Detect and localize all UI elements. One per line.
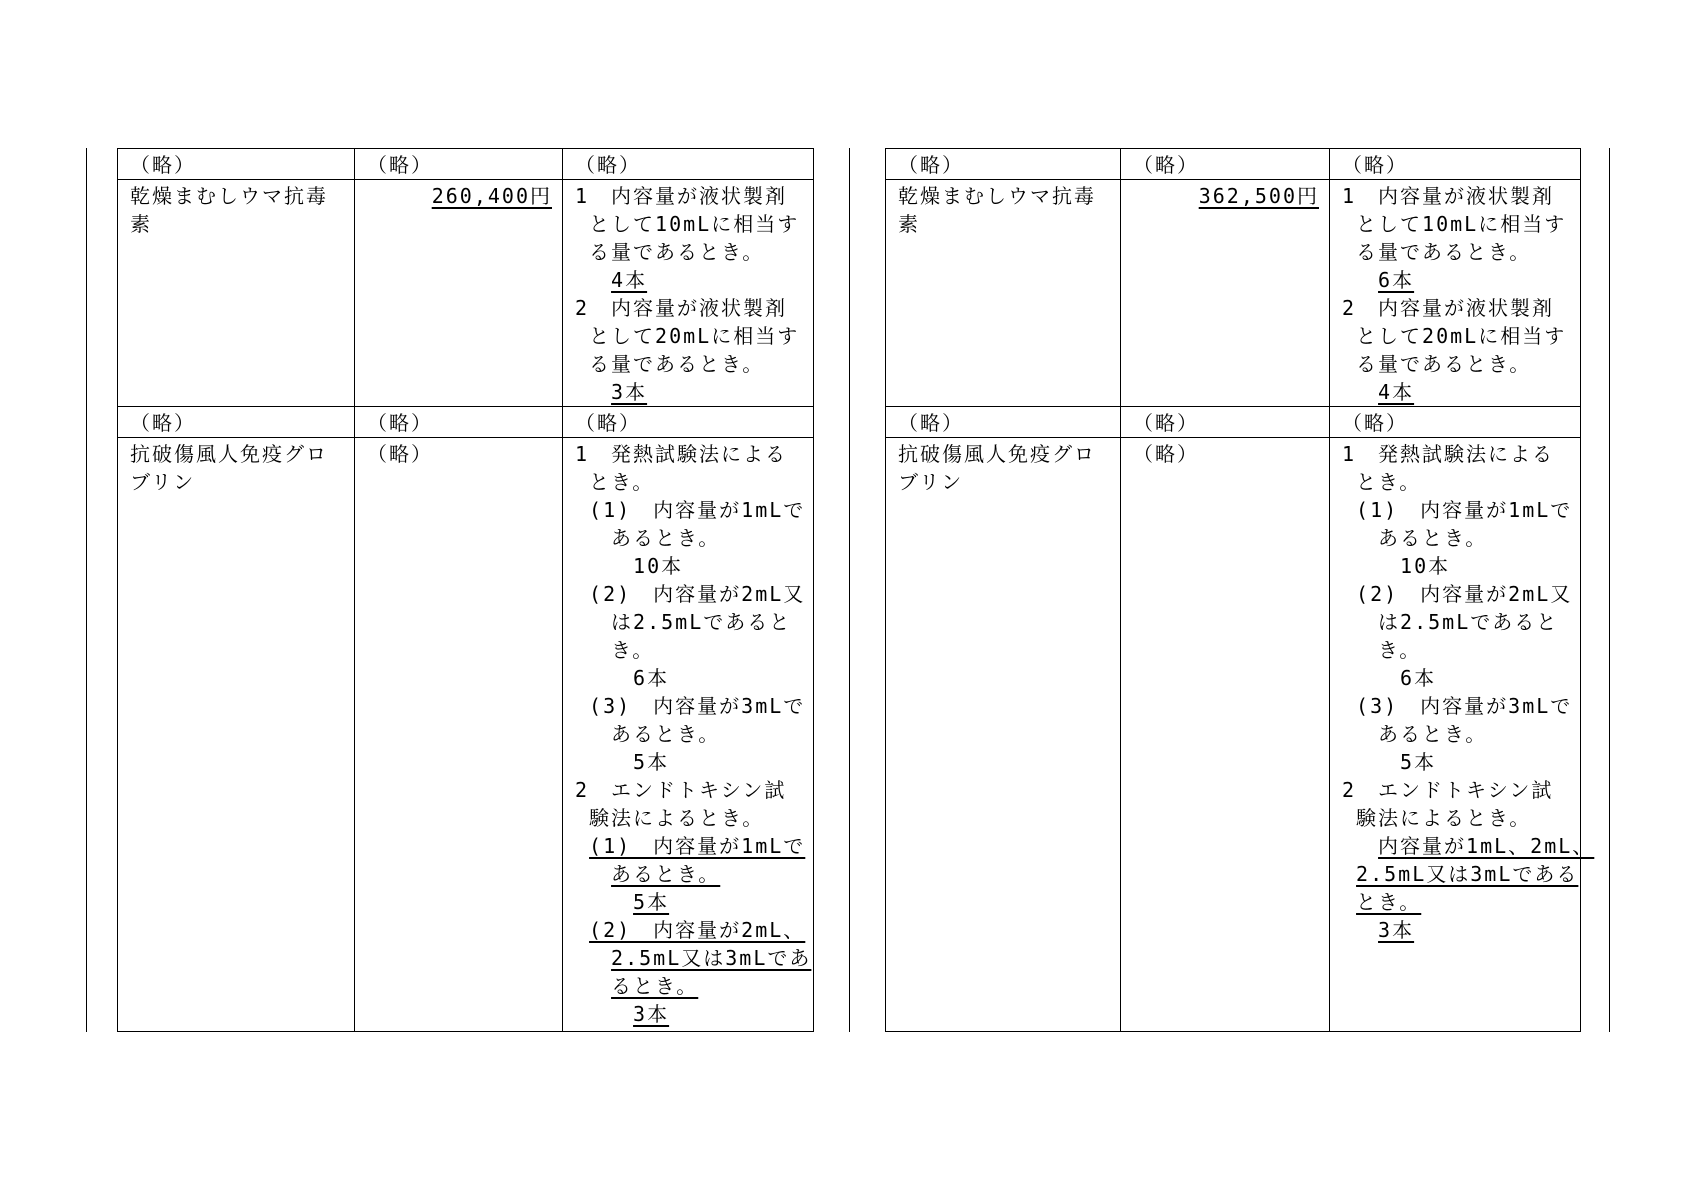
condition-line xyxy=(575,266,803,294)
condition-line xyxy=(575,804,803,832)
table-row xyxy=(886,180,1581,407)
condition-line xyxy=(1342,888,1570,916)
condition-line xyxy=(1342,350,1570,378)
price-cell xyxy=(355,180,563,407)
condition-text: 4本 xyxy=(611,268,648,292)
indent xyxy=(575,974,611,998)
table-row xyxy=(118,149,814,180)
drug-name-line: 乾燥まむしウマ抗毒 xyxy=(130,184,328,208)
price-value: 362,500円 xyxy=(1198,184,1319,208)
quantity-conditions-cell xyxy=(563,438,814,1032)
drug-name-line: 乾燥まむしウマ抗毒 xyxy=(898,184,1096,208)
omitted-cell: （略） xyxy=(118,149,355,180)
condition-line xyxy=(575,972,803,1000)
drug-name-line: 素 xyxy=(130,212,152,236)
condition-line xyxy=(575,350,803,378)
condition-text: (2) 内容量が2mL又 xyxy=(589,582,806,606)
condition-text: 内容量が1mL、2mL、 xyxy=(1378,834,1595,858)
omitted-cell: （略） xyxy=(886,149,1121,180)
condition-line xyxy=(1342,378,1570,406)
condition-line xyxy=(1342,916,1570,944)
condition-text: る量であるとき。 xyxy=(1342,240,1532,264)
indent xyxy=(1342,498,1356,522)
condition-line xyxy=(575,944,812,972)
condition-line xyxy=(1342,266,1570,294)
condition-line xyxy=(1342,468,1570,496)
condition-text: 験法によるとき。 xyxy=(575,806,765,830)
current-table xyxy=(885,148,1595,1032)
condition-text: 10本 xyxy=(633,554,684,578)
revised-table xyxy=(117,148,814,1032)
omitted-cell: （略） xyxy=(563,407,814,438)
condition-text: 10本 xyxy=(1400,554,1451,578)
condition-line xyxy=(1342,748,1570,776)
margin-line-center xyxy=(849,148,850,1032)
condition-text: 3本 xyxy=(1378,918,1415,942)
condition-text: 験法によるとき。 xyxy=(1342,806,1532,830)
condition-text: (1) 内容量が1mLで xyxy=(1356,498,1573,522)
indent xyxy=(1342,582,1356,606)
condition-line xyxy=(1342,804,1570,832)
drug-name-line: 素 xyxy=(898,212,920,236)
indent xyxy=(1342,554,1400,578)
condition-line xyxy=(1342,832,1595,860)
condition-text: とき。 xyxy=(1342,470,1422,494)
condition-text: 1 発熱試験法による xyxy=(1342,442,1555,466)
condition-line xyxy=(575,378,803,406)
condition-line xyxy=(1342,182,1570,210)
condition-text: 6本 xyxy=(633,666,670,690)
indent xyxy=(575,268,611,292)
indent xyxy=(575,380,611,404)
condition-line xyxy=(575,440,803,468)
indent xyxy=(1342,862,1356,886)
condition-line xyxy=(575,860,803,888)
condition-text: き。 xyxy=(1378,638,1422,662)
indent xyxy=(1342,380,1378,404)
condition-text: 3本 xyxy=(611,380,648,404)
table-row xyxy=(886,438,1581,1032)
condition-line xyxy=(1342,608,1570,636)
omitted-cell: （略） xyxy=(118,407,355,438)
condition-text: として10mLに相当す xyxy=(1342,212,1567,236)
condition-text: あるとき。 xyxy=(1378,722,1488,746)
omitted-cell: （略） xyxy=(355,407,563,438)
condition-text: として20mLに相当す xyxy=(575,324,800,348)
condition-line xyxy=(575,468,803,496)
condition-text: は2.5mLであると xyxy=(611,610,792,634)
indent xyxy=(575,554,633,578)
indent xyxy=(1342,834,1378,858)
condition-line xyxy=(1342,440,1570,468)
price-value: （略） xyxy=(367,442,433,466)
condition-line xyxy=(1342,692,1573,720)
condition-text: 1 内容量が液状製剤 xyxy=(575,184,788,208)
drug-name-line: 抗破傷風人免疫グロ xyxy=(130,442,328,466)
price-cell xyxy=(1121,438,1330,1032)
indent xyxy=(575,918,589,942)
condition-line xyxy=(575,294,803,322)
condition-text: 6本 xyxy=(1378,268,1415,292)
omitted-cell: （略） xyxy=(1121,407,1330,438)
indent xyxy=(575,946,611,970)
indent xyxy=(575,582,589,606)
condition-line xyxy=(575,524,803,552)
condition-line xyxy=(575,776,803,804)
condition-text: あるとき。 xyxy=(611,862,721,886)
condition-line xyxy=(575,322,803,350)
condition-text: は2.5mLであると xyxy=(1378,610,1559,634)
condition-text: あるとき。 xyxy=(611,722,721,746)
indent xyxy=(575,498,589,522)
condition-text: る量であるとき。 xyxy=(575,240,765,264)
condition-text: あるとき。 xyxy=(1378,526,1488,550)
condition-text: 1 内容量が液状製剤 xyxy=(1342,184,1555,208)
condition-line xyxy=(1342,720,1570,748)
table-row xyxy=(886,149,1581,180)
condition-text: 2 内容量が液状製剤 xyxy=(575,296,788,320)
condition-text: (2) 内容量が2mL、 xyxy=(589,918,806,942)
table-row xyxy=(118,407,814,438)
omitted-cell: （略） xyxy=(1330,149,1581,180)
condition-text: る量であるとき。 xyxy=(1342,352,1532,376)
condition-text: 5本 xyxy=(633,750,670,774)
condition-line xyxy=(575,552,803,580)
price-cell xyxy=(1121,180,1330,407)
indent xyxy=(575,526,611,550)
table-row xyxy=(886,407,1581,438)
indent xyxy=(575,862,611,886)
condition-line xyxy=(1342,294,1570,322)
condition-text: として10mLに相当す xyxy=(575,212,800,236)
condition-text: き。 xyxy=(611,638,655,662)
condition-text: あるとき。 xyxy=(611,526,721,550)
condition-line xyxy=(1342,552,1570,580)
indent xyxy=(575,694,589,718)
indent xyxy=(1342,750,1400,774)
indent xyxy=(575,610,611,634)
condition-text: 2 エンドトキシン試 xyxy=(1342,778,1554,802)
condition-text: (1) 内容量が1mLで xyxy=(589,498,806,522)
omitted-cell: （略） xyxy=(355,149,563,180)
condition-line xyxy=(1342,524,1570,552)
omitted-cell: （略） xyxy=(1121,149,1330,180)
price-value: （略） xyxy=(1133,442,1199,466)
condition-text: 2.5mL又は3mLである xyxy=(1356,862,1579,886)
condition-text: (3) 内容量が3mLで xyxy=(589,694,806,718)
price-value: 260,400円 xyxy=(431,184,552,208)
drug-name-line: ブリン xyxy=(130,470,196,494)
drug-name-line: 抗破傷風人免疫グロ xyxy=(898,442,1096,466)
indent xyxy=(575,750,633,774)
margin-line-right xyxy=(1609,148,1610,1032)
condition-line xyxy=(575,1000,803,1028)
condition-line xyxy=(1342,860,1579,888)
indent xyxy=(1342,918,1378,942)
omitted-cell: （略） xyxy=(886,407,1121,438)
indent xyxy=(1342,638,1378,662)
condition-text: 4本 xyxy=(1378,380,1415,404)
indent xyxy=(1342,526,1378,550)
drug-name-cell xyxy=(886,180,1121,407)
condition-text: とき。 xyxy=(575,470,655,494)
condition-line xyxy=(575,210,803,238)
condition-line xyxy=(1342,322,1570,350)
condition-line xyxy=(575,720,803,748)
indent xyxy=(575,666,633,690)
condition-text: 3本 xyxy=(633,1002,670,1026)
condition-text: 1 発熱試験法による xyxy=(575,442,788,466)
condition-line xyxy=(1342,664,1570,692)
condition-text: とき。 xyxy=(1356,890,1422,914)
condition-text: 2 内容量が液状製剤 xyxy=(1342,296,1555,320)
indent xyxy=(1342,694,1356,718)
condition-line xyxy=(1342,210,1570,238)
table-row xyxy=(118,438,814,1032)
condition-line xyxy=(1342,636,1570,664)
condition-line xyxy=(575,692,806,720)
condition-text: として20mLに相当す xyxy=(1342,324,1567,348)
condition-text: 5本 xyxy=(633,890,670,914)
drug-name-cell xyxy=(118,438,355,1032)
condition-text: 2.5mL又は3mLであ xyxy=(611,946,812,970)
drug-name-cell xyxy=(886,438,1121,1032)
condition-line xyxy=(1342,580,1573,608)
indent xyxy=(1342,610,1378,634)
indent xyxy=(1342,268,1378,292)
condition-line xyxy=(575,182,803,210)
condition-text: 2 エンドトキシン試 xyxy=(575,778,787,802)
condition-text: る量であるとき。 xyxy=(575,352,765,376)
condition-text: (2) 内容量が2mL又 xyxy=(1356,582,1573,606)
indent xyxy=(575,638,611,662)
indent xyxy=(575,834,589,858)
condition-text: るとき。 xyxy=(611,974,699,998)
condition-line xyxy=(575,496,806,524)
condition-line xyxy=(575,832,806,860)
drug-name-cell xyxy=(118,180,355,407)
omitted-cell: （略） xyxy=(563,149,814,180)
condition-line xyxy=(575,888,803,916)
table-row xyxy=(118,180,814,407)
condition-line xyxy=(575,238,803,266)
condition-text: (1) 内容量が1mLで xyxy=(589,834,806,858)
condition-line xyxy=(1342,496,1573,524)
margin-line-left xyxy=(86,148,87,1032)
condition-text: 6本 xyxy=(1400,666,1437,690)
price-cell xyxy=(355,438,563,1032)
indent xyxy=(1342,722,1378,746)
condition-line xyxy=(575,664,803,692)
condition-line xyxy=(575,608,803,636)
condition-line xyxy=(575,748,803,776)
quantity-conditions-cell xyxy=(563,180,814,407)
condition-text: (3) 内容量が3mLで xyxy=(1356,694,1573,718)
indent xyxy=(575,890,633,914)
omitted-cell: （略） xyxy=(1330,407,1581,438)
indent xyxy=(1342,666,1400,690)
indent xyxy=(575,722,611,746)
condition-line xyxy=(575,636,803,664)
indent xyxy=(1342,890,1356,914)
indent xyxy=(575,1002,633,1026)
condition-text: 5本 xyxy=(1400,750,1437,774)
quantity-conditions-cell xyxy=(1330,438,1595,1032)
quantity-conditions-cell xyxy=(1330,180,1581,407)
drug-name-line: ブリン xyxy=(898,470,964,494)
condition-line xyxy=(1342,776,1570,804)
condition-line xyxy=(575,580,806,608)
condition-line xyxy=(1342,238,1570,266)
condition-line xyxy=(575,916,806,944)
